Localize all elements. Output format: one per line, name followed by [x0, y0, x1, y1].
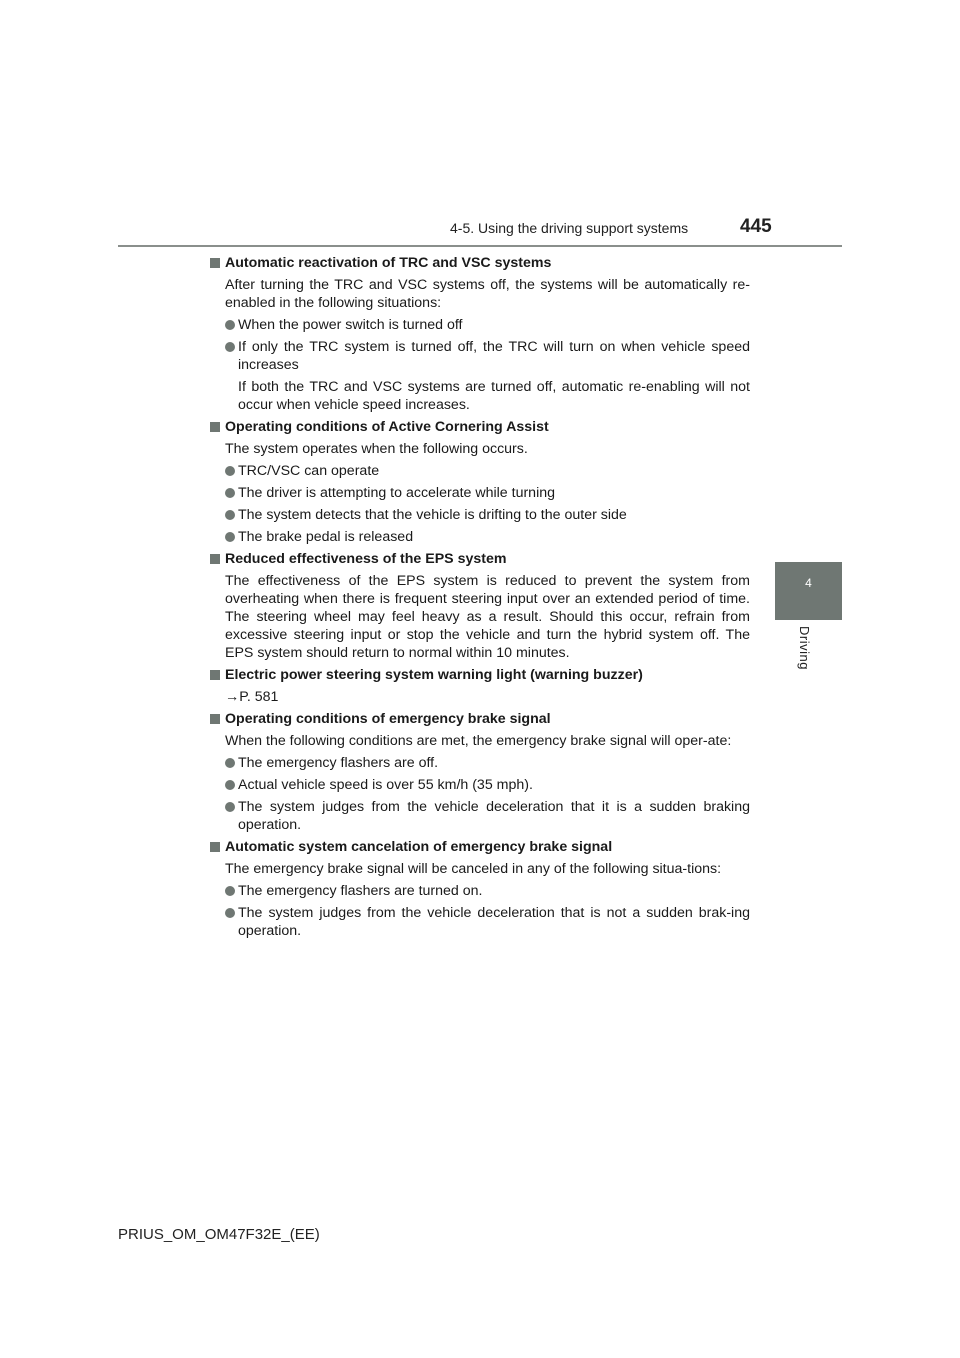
square-bullet-icon — [210, 422, 220, 432]
list-item: Actual vehicle speed is over 55 km/h (35 mph). — [210, 776, 750, 794]
circle-bullet-icon — [225, 886, 235, 896]
circle-bullet-icon — [225, 780, 235, 790]
circle-bullet-icon — [225, 342, 235, 352]
section-heading: Automatic system cancelation of emergency brake signal — [210, 838, 750, 856]
circle-bullet-icon — [225, 320, 235, 330]
section-heading: Operating conditions of emergency brake signal — [210, 710, 750, 728]
list-item: The emergency flashers are off. — [210, 754, 750, 772]
circle-bullet-icon — [225, 758, 235, 768]
section-heading: Reduced effectiveness of the EPS system — [210, 550, 750, 568]
header-section-title: 4-5. Using the driving support systems — [450, 220, 689, 236]
square-bullet-icon — [210, 258, 220, 268]
section-intro: After turning the TRC and VSC systems off, the systems will be automatically re-enabled in the following situations: — [225, 277, 750, 311]
circle-bullet-icon — [225, 908, 235, 918]
square-bullet-icon — [210, 554, 220, 564]
section-intro: The emergency brake signal will be canceled in any of the following situa-tions: — [225, 861, 722, 877]
circle-bullet-icon — [225, 488, 235, 498]
section-intro: The effectiveness of the EPS system is reduced to prevent the system from overheating when there is frequent steering input over an extended period of time. The steering wheel may feel heavy as a result. Should this occur, refrain from excessive steering input or stop the vehicle and turn the hybrid system off. The EPS system should return to normal within 10 minutes. — [225, 573, 750, 661]
section-heading: Operating conditions of Active Cornering Assist — [210, 418, 750, 436]
list-item: The driver is attempting to accelerate while turning — [210, 484, 750, 502]
list-item: The system judges from the vehicle deceleration that is not a sudden brak-ing operation. — [210, 904, 750, 940]
list-item: The system judges from the vehicle deceleration that it is a sudden braking operation. — [210, 798, 750, 834]
list-item: TRC/VSC can operate — [210, 462, 750, 480]
square-bullet-icon — [210, 842, 220, 852]
section-intro: The system operates when the following occurs. — [225, 441, 528, 457]
list-item: The brake pedal is released — [210, 528, 750, 546]
document-code: PRIUS_OM_OM47F32E_(EE) — [118, 1226, 320, 1243]
circle-bullet-icon — [225, 802, 235, 812]
list-item-note: If both the TRC and VSC systems are turned off, automatic re-enabling will not occur when vehicle speed increases. — [238, 379, 750, 413]
chapter-tab-number: 4 — [805, 576, 812, 590]
page-number: 445 — [740, 216, 772, 237]
page-reference-link[interactable]: →P. 581 — [225, 689, 279, 705]
page-content — [210, 254, 750, 944]
square-bullet-icon — [210, 714, 220, 724]
chapter-tab-label: Driving — [797, 626, 812, 670]
circle-bullet-icon — [225, 510, 235, 520]
list-item: The emergency flashers are turned on. — [210, 882, 750, 900]
list-item: If only the TRC system is turned off, the TRC will turn on when vehicle speed increases — [210, 338, 750, 374]
section-intro: When the following conditions are met, the emergency brake signal will oper-ate: — [225, 733, 732, 749]
header-divider — [118, 245, 842, 247]
circle-bullet-icon — [225, 532, 235, 542]
list-item: The system detects that the vehicle is drifting to the outer side — [210, 506, 750, 524]
square-bullet-icon — [210, 670, 220, 680]
section-heading: Automatic reactivation of TRC and VSC systems — [210, 254, 750, 272]
section-heading: Electric power steering system warning light (warning buzzer) — [210, 666, 750, 684]
list-item: When the power switch is turned off — [210, 316, 750, 334]
chapter-tab — [775, 562, 842, 620]
circle-bullet-icon — [225, 466, 235, 476]
